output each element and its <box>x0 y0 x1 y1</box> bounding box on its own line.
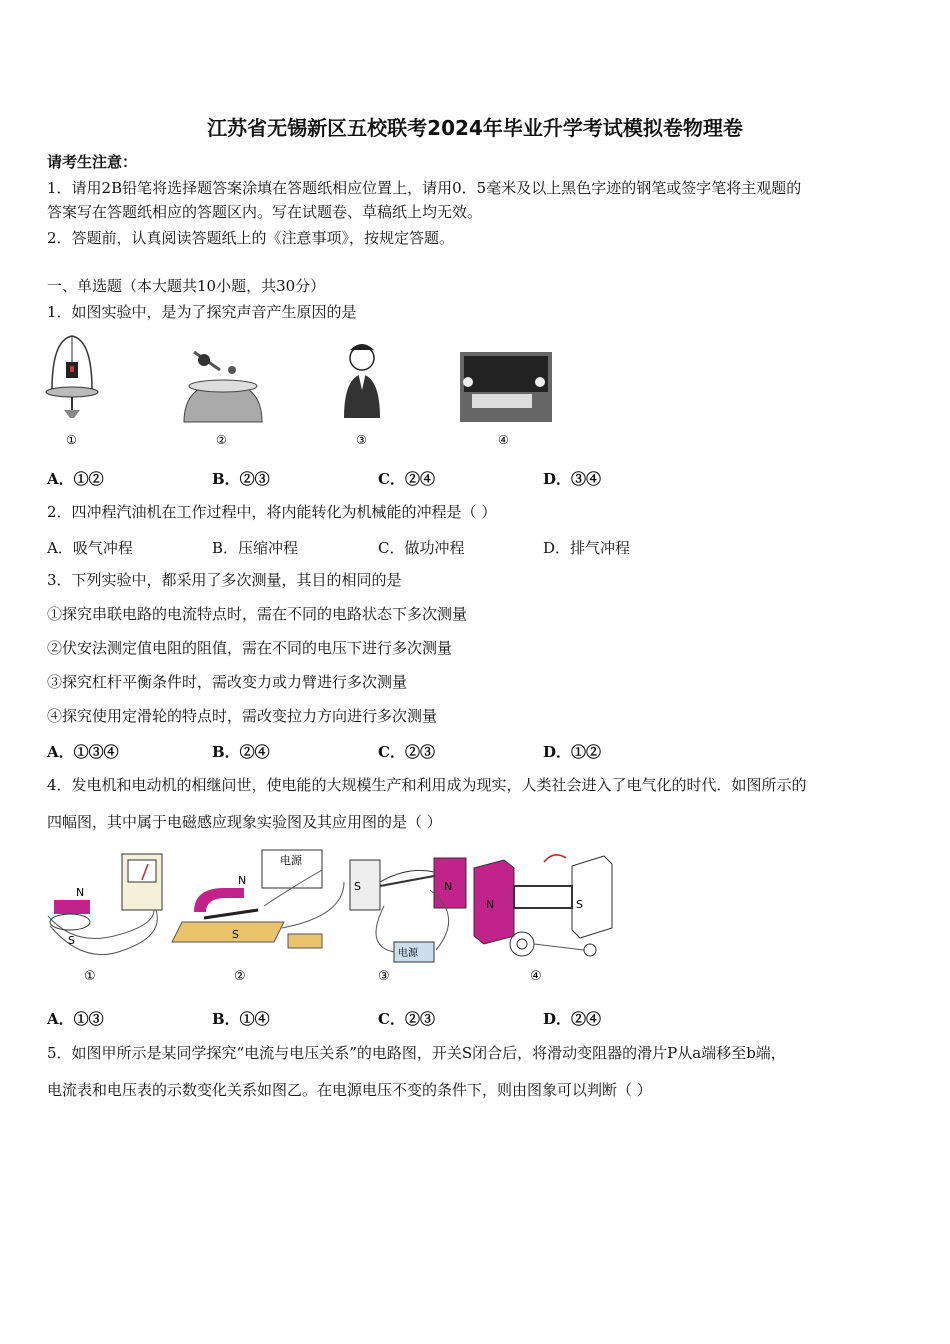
q4-fig4-s: S <box>576 898 583 911</box>
q1-fig-label-1: ① <box>66 433 77 447</box>
q1-fig-label-2: ② <box>216 433 227 447</box>
q1-fig-label-3: ③ <box>356 433 367 447</box>
q4-fig-label-2: ② <box>234 969 246 984</box>
q4-figure <box>44 846 620 988</box>
notice-item-2: 2．答题前，认真阅读答题纸上的《注意事项》，按规定答题。 <box>47 229 455 247</box>
q4-option-a[interactable]: A．①③ <box>47 1010 104 1028</box>
q4-fig3-n: N <box>444 880 453 893</box>
q4-fig1-n: N <box>76 886 85 899</box>
q4-fig3-s: S <box>354 880 361 893</box>
q2-option-c[interactable]: C．做功冲程 <box>378 539 465 557</box>
q1-option-b[interactable]: B．②③ <box>212 470 270 488</box>
q2-option-a[interactable]: A．吸气冲程 <box>47 539 133 557</box>
bell-jar-image <box>46 336 98 418</box>
q4-fig3-power: 电源 <box>398 948 418 959</box>
notice-heading: 请考生注意： <box>47 153 138 171</box>
q3-item-1: ①探究串联电路的电流特点时，需在不同的电路状态下多次测量 <box>47 605 468 623</box>
generator-experiment-image <box>48 854 162 955</box>
q1-option-d[interactable]: D．③④ <box>543 470 602 488</box>
q3-item-4: ④探究使用定滑轮的特点时，需改变拉力方向进行多次测量 <box>47 707 438 725</box>
q1-stem: 1．如图实验中，是为了探究声音产生原因的是 <box>47 303 357 321</box>
q1-fig-label-4: ④ <box>498 433 509 447</box>
q1-figure <box>44 330 556 452</box>
q2-option-b[interactable]: B．压缩冲程 <box>212 539 299 557</box>
q4-fig-label-1: ① <box>84 969 96 984</box>
q3-item-2: ②伏安法测定值电阻的阻值，需在不同的电压下进行多次测量 <box>47 639 453 657</box>
q3-option-c[interactable]: C．②③ <box>378 743 435 761</box>
q4-fig2-power: 电源 <box>280 854 302 867</box>
person-image <box>344 344 380 418</box>
motor-coil-image <box>350 858 466 962</box>
generator-image <box>474 855 612 956</box>
section-heading: 一、单选题（本大题共10小题，共30分） <box>47 277 326 295</box>
q2-option-d[interactable]: D．排气冲程 <box>543 539 631 557</box>
q4-stem-a: 4．发电机和电动机的相继问世，使电能的大规模生产和利用成为现实，人类社会进入了电气化的时代．如图所示的 <box>47 776 807 794</box>
q3-option-d[interactable]: D．①② <box>543 743 602 761</box>
q4-option-d[interactable]: D．②④ <box>543 1010 602 1028</box>
tuning-fork-image <box>184 352 262 422</box>
q2-stem: 2．四冲程汽油机在工作过程中，将内能转化为机械能的冲程是（ ） <box>47 503 497 521</box>
page-title: 江苏省无锡新区五校联考2024年毕业升学考试模拟卷物理卷 <box>207 116 743 140</box>
q4-option-b[interactable]: B．①④ <box>212 1010 270 1028</box>
q3-stem: 3．下列实验中，都采用了多次测量，其目的相同的是 <box>47 571 402 589</box>
q3-item-3: ③探究杠杆平衡条件时，需改变力或力臂进行多次测量 <box>47 673 408 691</box>
q4-fig1-s: S <box>68 934 75 947</box>
motor-experiment-image <box>172 850 344 948</box>
notice-item-1a: 1．请用2B铅笔将选择题答案涂填在答题纸相应位置上，请用0．5毫米及以上黑色字迹的钢笔或签字笔将主观题的 <box>47 179 802 197</box>
q1-option-a[interactable]: A．①② <box>47 470 104 488</box>
q5-stem-b: 电流表和电压表的示数变化关系如图乙。在电源电压不变的条件下，则由图象可以判断（ ） <box>47 1081 652 1099</box>
q4-fig-label-3: ③ <box>378 969 390 984</box>
classroom-image <box>460 352 552 422</box>
q4-fig2-s: S <box>232 928 239 941</box>
q3-option-b[interactable]: B．②④ <box>212 743 270 761</box>
q4-option-c[interactable]: C．②③ <box>378 1010 435 1028</box>
q5-stem-a: 5．如图甲所示是某同学探究“电流与电压关系”的电路图，开关S闭合后，将滑动变阻器的滑片P从a端移至b端， <box>47 1044 786 1062</box>
notice-item-1b: 答案写在答题纸相应的答题区内。写在试题卷、草稿纸上均无效。 <box>47 203 483 221</box>
q4-fig-label-4: ④ <box>530 969 542 984</box>
q3-option-a[interactable]: A．①③④ <box>47 743 119 761</box>
q4-stem-b: 四幅图，其中属于电磁感应现象实验图及其应用图的是（ ） <box>47 813 442 831</box>
q1-option-c[interactable]: C．②④ <box>378 470 435 488</box>
q4-fig2-n: N <box>238 874 247 887</box>
q4-fig4-n: N <box>486 898 495 911</box>
